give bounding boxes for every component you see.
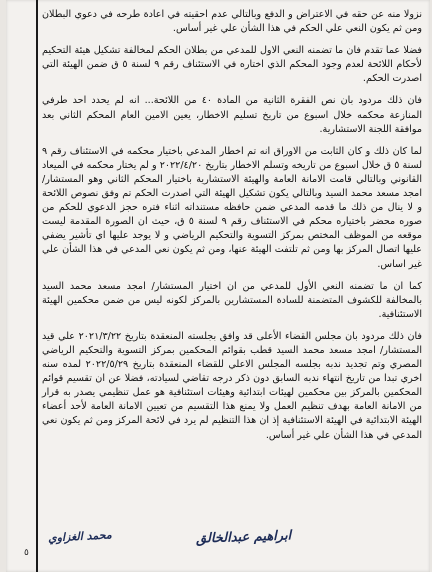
signature-middle: ابراهيم عبدالخالق <box>195 528 292 547</box>
page-marker: ٥ <box>24 548 29 558</box>
paragraph: لما كان ذلك و كان الثابت من الاوراق انه تم اخطار المدعي باختيار محكمه في الاستئناف رقم ٩ لسنة ٥ ق خلال اسبوع من تاريخه وتسلم الاخطار بتاريخ ٢٠٢٢/٤/٢٠ و لم يختار محكمه في الميعاد القانوني وبالتالي قامت الامانة العامة والهيئة الاستشارية باختيار المحكم الثاني وهو المستشار/ امجد مسعد محمد السيد وبالتالي يكون تشكيل الهيئة التي اصدرت الحكم تم وفق نصوص اللائحة و لا ينال من ذلك ما قدمه المدعي ضمن حافظه مستنداته اثناء فتره حجز الدعوي للحكم من صوره محضر باختياره محكم في الاستئناف رقم ٩ لسنة ٥ ق، حيث ان الصورة المقدمة ليست موقعه من الموظف المختص بمركز التسوية والتحكيم الرياضي و لا يوجد عليها اي تأشير يضفي عليها اتصال المركز بها ومن ثم تلتفت الهيئة عنها، ومن ثم يكون نعي المدعي في هذا الشأن علي غير اساس. <box>42 145 423 270</box>
signature-left: محمد الغزاوي <box>47 528 113 545</box>
paragraph: فان ذلك مردود بان مجلس القضاء الأعلى قد وافق بجلسته المنعقدة بتاريخ ٢٠٢١/٣/٢٢ علي قيد المستشار/ امجد مسعد محمد السيد قطب بقوائم المحكمين بمركز التسوية والتحكيم الرياضي المصري وتم تجديد ندبه بجلسه المجلس الاعلي للقضاء المنعقدة بتاريخ ٢٠٢٢/٥/٢٩ لمده سنه اخري تبدا من تاريخ انتهاء ندبه السابق دون ذكر درجه تقاضي لسيادته، فضلا عن ان تقسيم قوائم المحكمين بالمركز بين محكمين لهيئات ابتدائية وهيئات استئنافية هو عمل تنظيمي يصدر به قرار من الامانة العامة بهدف تنظيم العمل ولا يمنع هذا التقسيم من تعيين الامانة العامة لأحد أعضاء الهيئة الابتدائية في الهيئة الاستئنافية إذ ان هذا التنظيم لم يرد في لائحة المركز ومن ثم يكون نعي المدعي في هذا الشأن علي غير أساس. <box>42 330 422 441</box>
margin-rule <box>36 0 38 572</box>
paragraph: فان ذلك مردود بان نص الفقرة الثانية من المادة ٤٠ من اللائحة... انه لم يحدد احد طرفي المنازعة محكمه خلال اسبوع من تاريخ تسليم الاخطار، يعين الامين العام المحكم الثاني بعد موافقة اللجنة الاستشارية. <box>42 95 423 135</box>
paragraph: فضلا عما تقدم فان ما تضمنه النعي الاول للمدعي من بطلان الحكم لمخالفة تشكيل هيئة التحكيم لأحكام اللائحة لعدم وجود المحكم الذي اختاره في الاستئناف رقم ٩ لسنة ٥ ق ضمن الهيئة التي اصدرت الحكم. <box>42 45 422 85</box>
document-page <box>6 0 430 572</box>
paragraph: نزولا منه عن حقه في الاعتراض و الدفع وبالتالي عدم احقيته في اعادة طرحه في دعوي البطلان ومن ثم يكون النعي علي الحكم في هذا الشأن علي غير أساس. <box>42 9 422 35</box>
paragraph: كما ان ما تضمنه النعي الأول للمدعي من ان اختيار المستشار/ امجد مسعد محمد السيد بالمخالفة للكشوف المتضمنة للسادة المستشارين بالمركز لكونه ليس من ضمن محكمين الهيئة الاستئنافية. <box>42 280 422 320</box>
document-body <box>42 8 422 451</box>
